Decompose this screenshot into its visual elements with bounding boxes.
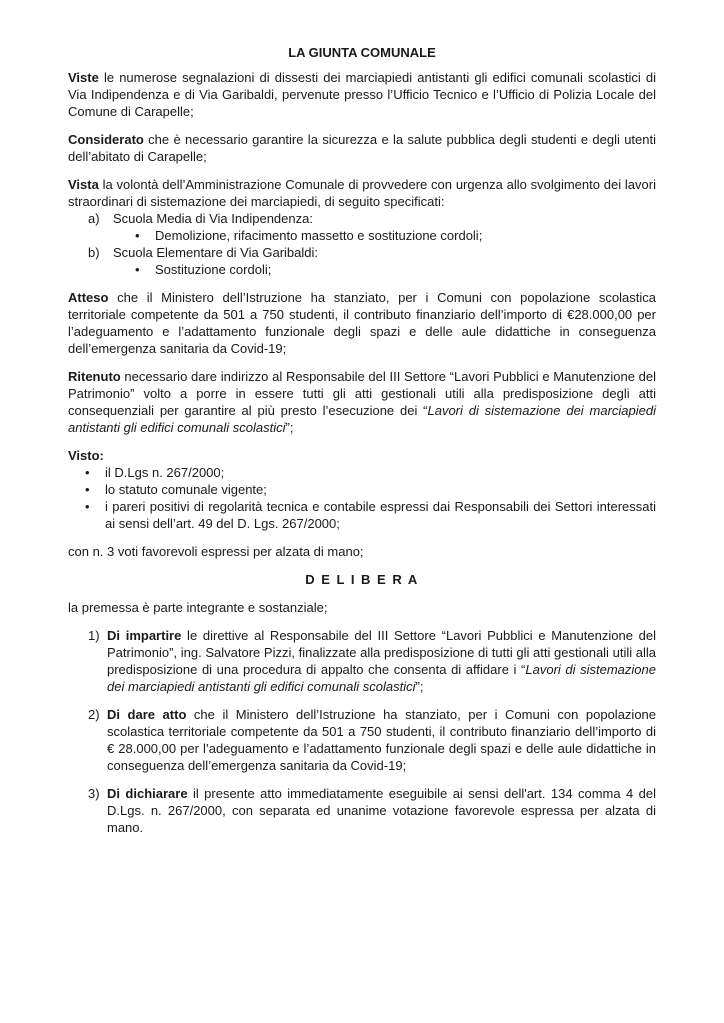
bullet-icon: • bbox=[135, 262, 140, 277]
visto-list bbox=[68, 464, 656, 532]
bullet-icon: • bbox=[85, 482, 90, 497]
resolution-item-2-body: che il Ministero dell’Istruzione ha stanziato, per i Comuni con popolazione scolastica territoriale competente da 501 a 750 studenti, il contributo finanziario dell’importo di € 28.000,00 per l’adeguamento e l’adattamento funzionale degli spazi e delle aule didattiche in conseguenza dell’emergenza sanitaria da Covid-19; bbox=[107, 707, 657, 773]
recital-vista bbox=[68, 176, 656, 210]
resolution-item-3-lead: Di dichiarare bbox=[107, 786, 188, 801]
resolution-item-3-text bbox=[107, 785, 656, 836]
delibera-heading: D E L I B E R A bbox=[305, 572, 419, 587]
recital-considerato-body: che è necessario garantire la sicurezza e la salute pubblica degli studenti e degli utenti dell’abitato di Carapelle; bbox=[68, 132, 656, 164]
recital-viste-body: le numerose segnalazioni di dissesti dei marciapiedi antistanti gli edifici comunali scolastici di Via Indipendenza e di Via Garibaldi, pervenute presso l’Ufficio Tecnico e l’Ufficio di Polizia Locale del Comune di Carapelle; bbox=[68, 70, 656, 119]
recital-considerato bbox=[68, 131, 656, 165]
works-item-b-detail: Sostituzione cordoli; bbox=[155, 262, 272, 277]
resolution-item-1-text bbox=[107, 627, 656, 695]
works-list bbox=[68, 210, 656, 278]
recital-atteso-lead: Atteso bbox=[68, 290, 109, 305]
works-item-b bbox=[68, 244, 656, 261]
premessa-line: la premessa è parte integrante e sostanziale; bbox=[68, 600, 328, 615]
works-item-a-detail: Demolizione, rifacimento massetto e sostituzione cordoli; bbox=[155, 228, 483, 243]
resolution-item-1-body: le direttive al Responsabile del III Settore “Lavori Pubblici e Manutenzione del Patrimonio”, ing. Salvatore Pizzi, finalizzate alla predisposizione di tutti gli atti gestionali utili alla predisposizione di una procedura di appalto che consenta di affidare i “ bbox=[107, 628, 656, 677]
recital-vista-lead: Vista bbox=[68, 177, 99, 192]
recital-considerato-lead: Considerato bbox=[68, 132, 144, 147]
recital-ritenuto-quote: Lavori di sistemazione dei marciapiedi antistanti gli edifici comunali scolastici bbox=[68, 403, 656, 435]
recital-viste bbox=[68, 69, 656, 120]
visto-item-text: lo statuto comunale vigente; bbox=[105, 482, 267, 497]
resolution-item-3 bbox=[68, 785, 656, 836]
works-item-b-detail-row bbox=[68, 261, 656, 278]
works-item-b-marker: b) bbox=[88, 245, 100, 260]
resolution-item-2-text bbox=[107, 706, 656, 774]
bullet-icon: • bbox=[135, 228, 140, 243]
recital-atteso-body: che il Ministero dell’Istruzione ha stanziato, per i Comuni con popolazione scolastica territoriale competente da 501 a 750 studenti, il contributo finanziario dell’importo di €28.000,00 per l’adeguamento e l’adattamento funzionale degli spazi e delle aule didattiche in conseguenza dell’emergenza sanitaria da Covid-19; bbox=[68, 290, 656, 356]
visto-item bbox=[68, 464, 656, 481]
bullet-icon: • bbox=[85, 499, 90, 514]
recital-vista-body: la volontà dell’Amministrazione Comunale di provvedere con urgenza allo svolgimento dei lavori straordinari di sistemazione dei marciapiedi, di seguito specificati: bbox=[68, 177, 656, 209]
works-item-a bbox=[68, 210, 656, 227]
works-item-b-label: Scuola Elementare di Via Garibaldi: bbox=[113, 245, 318, 260]
recital-ritenuto-body: necessario dare indirizzo al Responsabile del III Settore “Lavori Pubblici e Manutenzione del Patrimonio” volto a porre in essere tutti gli atti gestionali utili alla predisposizione degli atti consequenziali per garantire al più presto l’esecuzione dei “ bbox=[68, 369, 656, 418]
resolution-item-1 bbox=[68, 627, 656, 695]
votes-line: con n. 3 voti favorevoli espressi per alzata di mano; bbox=[68, 544, 364, 559]
works-item-a-detail-row bbox=[68, 227, 656, 244]
visto-item bbox=[68, 481, 656, 498]
recital-ritenuto-tail: ”; bbox=[285, 420, 294, 435]
recital-ritenuto bbox=[68, 368, 656, 436]
resolution-item-2-lead: Di dare atto bbox=[107, 707, 187, 722]
works-item-a-marker: a) bbox=[88, 211, 100, 226]
recital-atteso bbox=[68, 289, 656, 357]
recital-viste-lead: Viste bbox=[68, 70, 99, 85]
visto-item-text: il D.Lgs n. 267/2000; bbox=[105, 465, 225, 480]
resolution-item-2 bbox=[68, 706, 656, 774]
visto-item bbox=[68, 498, 656, 532]
resolution-item-2-marker: 2) bbox=[88, 707, 100, 722]
visto-item-text: i pareri positivi di regolarità tecnica e contabile espressi dai Responsabili dei Settori interessati ai sensi dell’art. 49 del D. Lgs. 267/2000; bbox=[105, 499, 656, 531]
visto-heading: Visto: bbox=[68, 448, 104, 463]
bullet-icon: • bbox=[85, 465, 90, 480]
resolution-item-1-lead: Di impartire bbox=[107, 628, 182, 643]
resolution-item-1-quote: Lavori di sistemazione dei marciapiedi antistanti gli edifici comunali scolastici bbox=[107, 662, 656, 694]
resolution-item-3-body: il presente atto immediatamente eseguibile ai sensi dell'art. 134 comma 4 del D.Lgs. n. 267/2000, con separata ed unanime votazione favorevole espressa per alzata di mano. bbox=[107, 786, 656, 835]
resolution-item-1-marker: 1) bbox=[88, 628, 100, 643]
recital-ritenuto-lead: Ritenuto bbox=[68, 369, 121, 384]
document-title: LA GIUNTA COMUNALE bbox=[288, 45, 436, 60]
resolution-item-3-marker: 3) bbox=[88, 786, 100, 801]
resolution-item-1-tail: ”; bbox=[415, 679, 424, 694]
works-item-a-label: Scuola Media di Via Indipendenza: bbox=[113, 211, 313, 226]
